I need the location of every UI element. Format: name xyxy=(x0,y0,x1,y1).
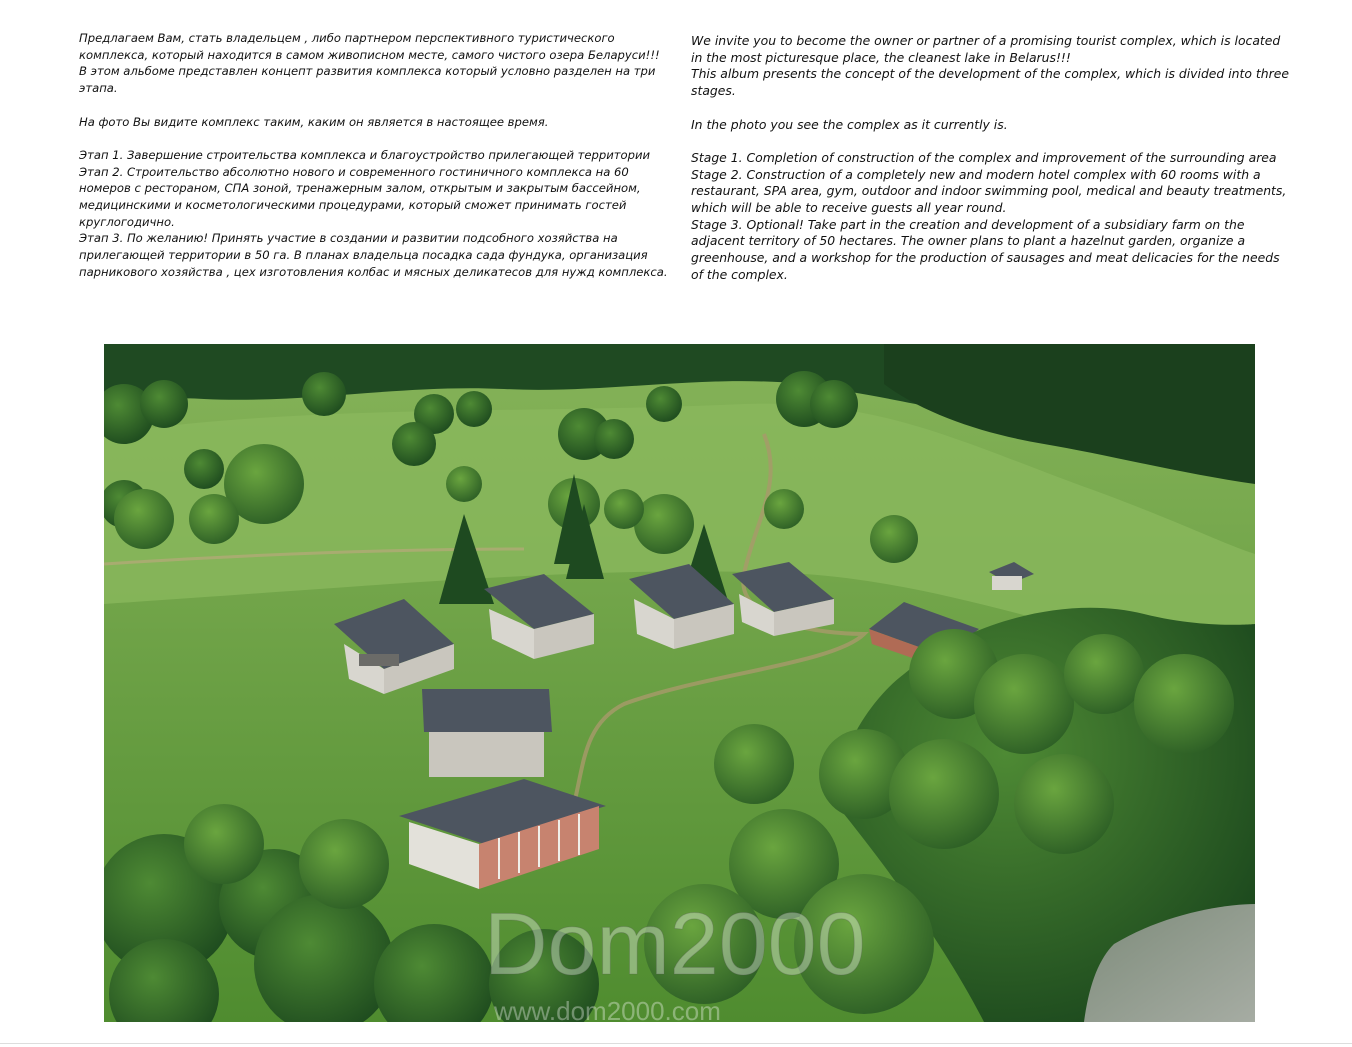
english-text-column xyxy=(691,33,1291,284)
aerial-photo-complex xyxy=(104,344,1255,1022)
page-divider xyxy=(0,1043,1352,1044)
ru-photo-note: На фото Вы видите комплекс таким, каким он является в настоящее время. xyxy=(79,114,549,129)
en-intro-2: This album presents the concept of the development of the complex, which is divided into three stages. xyxy=(691,66,1289,99)
ru-intro-1: Предлагаем Вам, стать владельцем , либо партнером перспективного туристического комплекса, который находится в самом живописном месте, самого чистого озера Беларуси!!! xyxy=(79,31,660,62)
watermark-logo: Dom2000 xyxy=(484,894,866,993)
watermark-url: www.dom2000.com xyxy=(494,996,721,1022)
ru-intro-2: В этом альбоме представлен концепт развития комплекса который условно разделен на три этапа. xyxy=(79,64,656,96)
en-photo-note: In the photo you see the complex as it currently is. xyxy=(691,116,1008,132)
en-intro-1: We invite you to become the owner or partner of a promising tourist complex, which is located in the most picturesque place, the cleanest lake in Belarus!!! xyxy=(691,33,1281,65)
russian-text-column xyxy=(79,30,669,281)
ru-stage-3: Этап 3. По желанию! Принять участие в создании и развитии подсобного хозяйства на прилегающей территории в 50 га. В планах владельца посадка сада фундука, организация парникового хозяйства , цех изготовления колбас и мясных деликатесов для нужд комплекса. xyxy=(79,231,668,279)
en-stage-2: Stage 2. Construction of a completely new and modern hotel complex with 60 rooms with a restaurant, SPA area, gym, outdoor and indoor swimming pool, medical and beauty treatments, which will be able to receive guests all year round. xyxy=(691,166,1287,215)
house-5 xyxy=(422,689,552,777)
en-stage-1: Stage 1. Completion of construction of the complex and improvement of the surrounding area xyxy=(691,149,1277,165)
ru-stage-1: Этап 1. Завершение строительства комплекса и благоустройство прилегающей территории xyxy=(79,147,651,162)
en-stage-3: Stage 3. Optional! Take part in the creation and development of a subsidiary farm on the adjacent territory of 50 hectares. The owner plans to plant a hazelnut garden, organize a greenhouse, and a workshop for the production of sausages and meat delicacies for the needs of the complex. xyxy=(691,216,1280,282)
ru-stage-2: Этап 2. Строительство абсолютно нового и современного гостиничного комплекса на 60 номеров с рестораном, СПА зоной, тренажерным залом, открытым и закрытым бассейном, медицинскими и косметологическими процедурами, который сможет принимать гостей круглогодично. xyxy=(79,164,641,229)
